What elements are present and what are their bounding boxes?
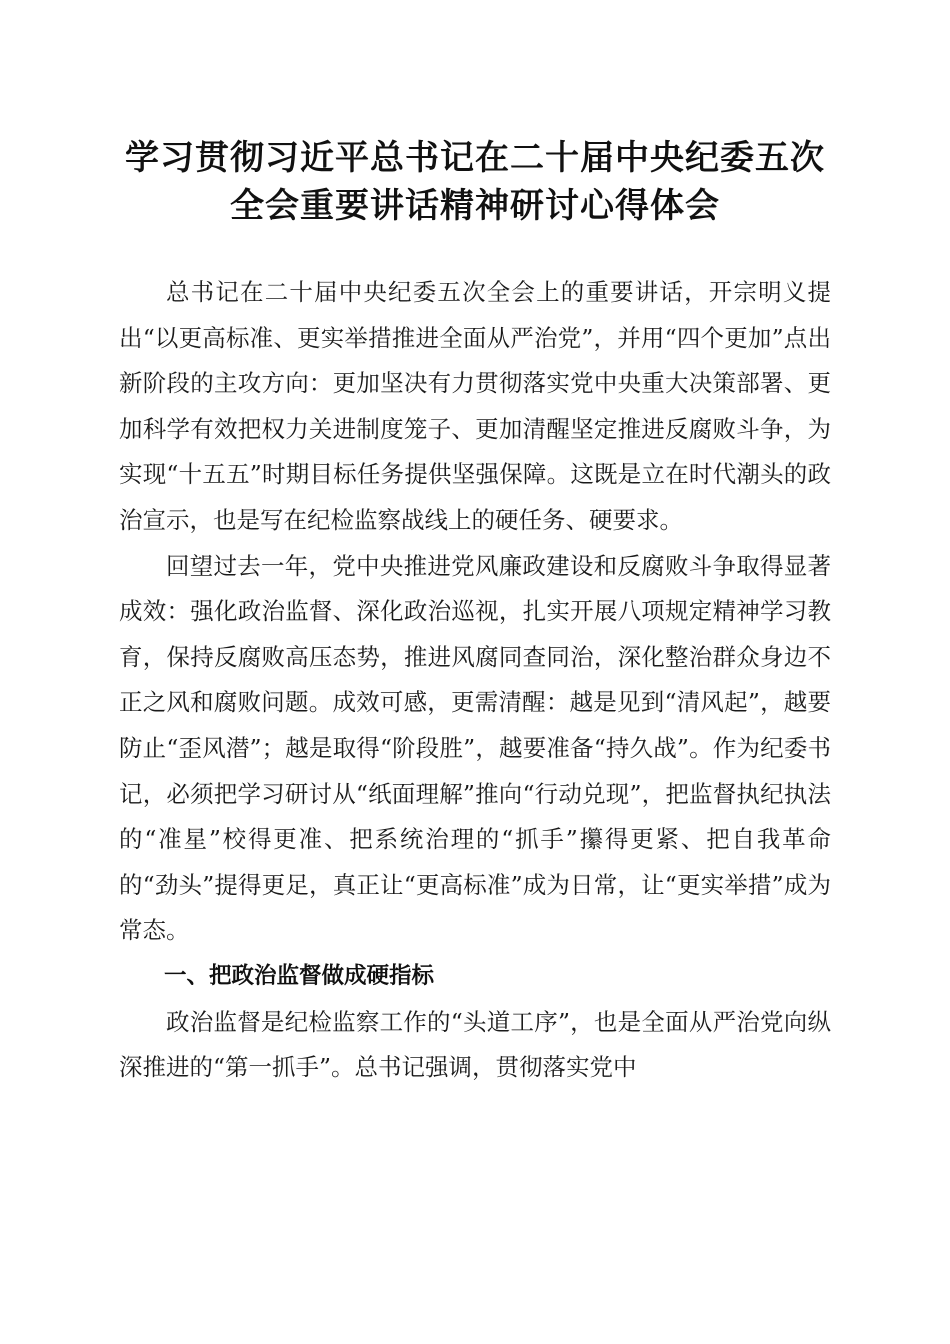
title-line-1: 学习贯彻习近平总书记在二十届中央纪委五次 xyxy=(125,138,825,178)
paragraph-intro: 总书记在二十届中央纪委五次全会上的重要讲话，开宗明义提出“以更高标准、更实举措推进全面从严治党”，并用“四个更加”点出新阶段的主攻方向：更加坚决有力贯彻落实党中央重大决策部署、更加科学有效把权力关进制度笼子、更加清醒坚定推进反腐败斗争，为实现“十五五”时期目标任务提供坚强保障。这既是立在时代潮头的政治宣示，也是写在纪检监察战线上的硬任务、硬要求。 xyxy=(119,278,831,534)
section-heading-1: 一、把政治监督做成硬指标 xyxy=(164,962,435,989)
document-title xyxy=(100,134,850,230)
document-body xyxy=(119,270,831,1091)
title-line-2: 全会重要讲话精神研讨心得体会 xyxy=(230,186,720,226)
paragraph-review: 回望过去一年，党中央推进党风廉政建设和反腐败斗争取得显著成效：强化政治监督、深化政治巡视，扎实开展八项规定精神学习教育，保持反腐败高压态势，推进风腐同查同治，深化整治群众身边不正之风和腐败问题。成效可感，更需清醒：越是见到“清风起”，越要防止“歪风潜”；越是取得“阶段胜”，越要准备“持久战”。作为纪委书记，必须把学习研讨从“纸面理解”推向“行动兑现”，把监督执纪执法的“准星”校得更准、把系统治理的“抓手”攥得更紧、把自我革命的“劲头”提得更足，真正让“更高标准”成为日常，让“更实举措”成为常态。 xyxy=(119,551,831,945)
paragraph-political-supervision: 政治监督是纪检监察工作的“头道工序”，也是全面从严治党向纵深推进的“第一抓手”。总书记强调，贯彻落实党中 xyxy=(119,1007,831,1082)
